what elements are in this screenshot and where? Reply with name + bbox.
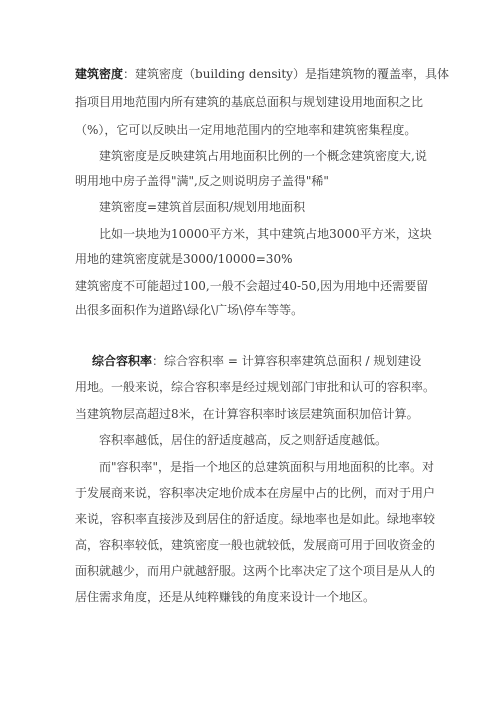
paragraph-line: 当建筑物层高超过8米，在计算容积率时该层建筑面积加倍计算。 [75, 407, 419, 421]
paragraph-line: 建筑密度是反映建筑占用地面积比例的一个概念建筑密度大,说 [99, 149, 427, 163]
paragraph-line: 居住需求角度，还是从纯粹赚钱的角度来设计一个地区。 [75, 590, 376, 604]
definition-text: ：建筑密度（building density）是指建筑物的覆盖率，具体 [123, 67, 449, 81]
paragraph-line: 出很多面积作为道路\绿化\广场\停车等等。 [75, 303, 304, 317]
paragraph-line [75, 66, 449, 82]
term-heading-building-density: 建筑密度 [75, 67, 124, 81]
paragraph-line: 于发展商来说，容积率决定地价成本在房屋中占的比例，而对于用户 [75, 486, 436, 500]
paragraph-line [92, 353, 421, 369]
paragraph-line: 而"容积率"，是指一个地区的总建筑面积与用地面积的比率。对 [99, 460, 435, 474]
paragraph-line: 来说，容积率直接涉及到居住的舒适度。绿地率也是如此。绿地率较 [75, 512, 436, 526]
paragraph-line: （%），它可以反映出一定用地范围内的空地率和建筑密集程度。 [75, 123, 417, 137]
paragraph-line: 容积率越低，居住的舒适度越高，反之则舒适度越低。 [99, 433, 388, 447]
paragraph-line: 指项目用地范围内所有建筑的基底总面积与规划建设用地面积之比 [75, 95, 424, 109]
paragraph-line: 比如一块地为10000平方米，其中建筑占地3000平方米，这块 [99, 227, 432, 241]
paragraph-line: 建筑密度不可能超过100,一般不会超过40-50,因为用地中还需要留 [75, 279, 429, 293]
paragraph-line: 高，容积率较低，建筑密度一般也就较低，发展商可用于回收资金的 [75, 538, 436, 552]
term-heading-floor-area-ratio: 综合容积率 [92, 354, 153, 368]
paragraph-line: 用地。一般来说，综合容积率是经过规划部门审批和认可的容积率。 [75, 380, 436, 394]
paragraph-line: 面积就越少，而用户就越舒服。这两个比率决定了这个项目是从人的 [75, 564, 436, 578]
definition-text: ：综合容积率 = 计算容积率建筑总面积 / 规划建设 [152, 354, 422, 368]
paragraph-line: 用地的建筑密度就是3000/10000=30% [75, 252, 293, 266]
paragraph-line: 明用地中房子盖得"满",反之则说明房子盖得"稀" [75, 174, 329, 188]
formula-line: 建筑密度=建筑首层面积/规划用地面积 [99, 200, 306, 214]
